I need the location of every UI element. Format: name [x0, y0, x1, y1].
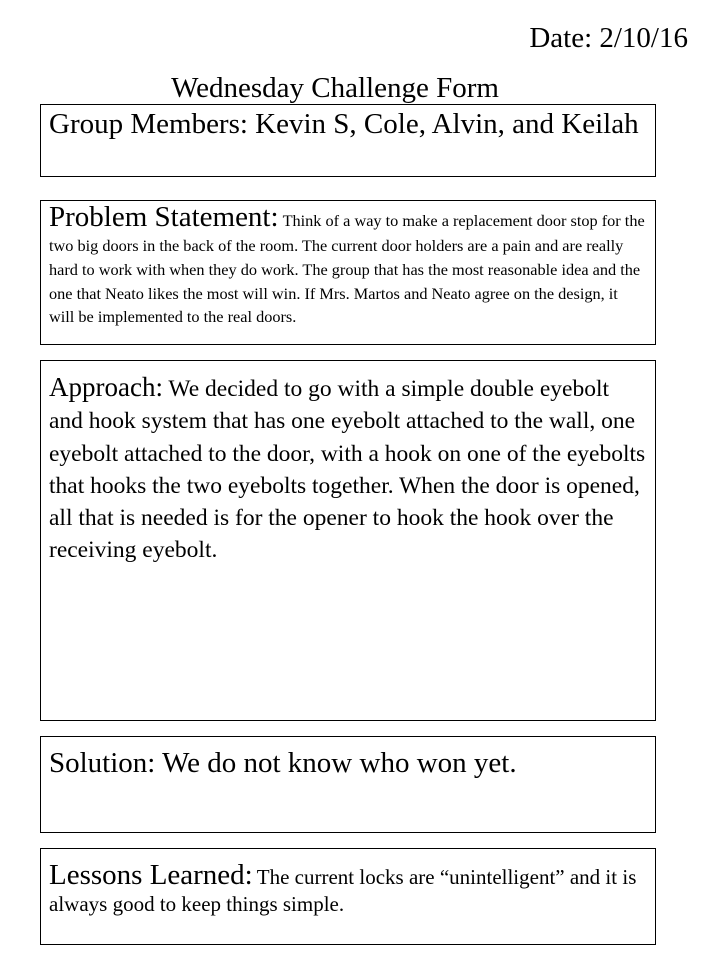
problem-statement-box — [40, 200, 656, 345]
lessons-learned-label: Lessons Learned: — [49, 859, 253, 891]
lessons-learned-box — [40, 848, 656, 945]
lessons-learned-text: The current locks are “unintelligent” and it is always good to keep things simple. — [49, 865, 637, 916]
solution-box — [40, 736, 656, 833]
problem-statement-label: Problem Statement: — [49, 201, 279, 233]
approach-box — [40, 360, 656, 721]
problem-statement-text: Think of a way to make a replacement door stop for the two big doors in the back of the room. The current door holders are a pain and are really hard to work with when they do work. The group that has the most reasonable idea and the one that Neato likes the most will win. If Mrs. Martos and Neato agree on the design, it will be implemented to the real doors. — [49, 211, 645, 327]
form-title: Wednesday Challenge Form — [171, 72, 499, 104]
group-members-text: Group Members: Kevin S, Cole, Alvin, and Keilah — [49, 108, 639, 140]
approach-label: Approach: — [49, 372, 163, 402]
group-members-box — [40, 104, 656, 177]
date-label: Date: 2/10/16 — [529, 22, 688, 54]
approach-text: We decided to go with a simple double eyebolt and hook system that has one eyebolt attached to the wall, one eyebolt attached to the door, with a hook on one of the eyebolts that hooks the two eyebolts together. When the door is opened, all that is needed is for the opener to hook the hook over the receiving eyebolt. — [49, 376, 646, 564]
solution-text: Solution: We do not know who won yet. — [49, 747, 517, 779]
